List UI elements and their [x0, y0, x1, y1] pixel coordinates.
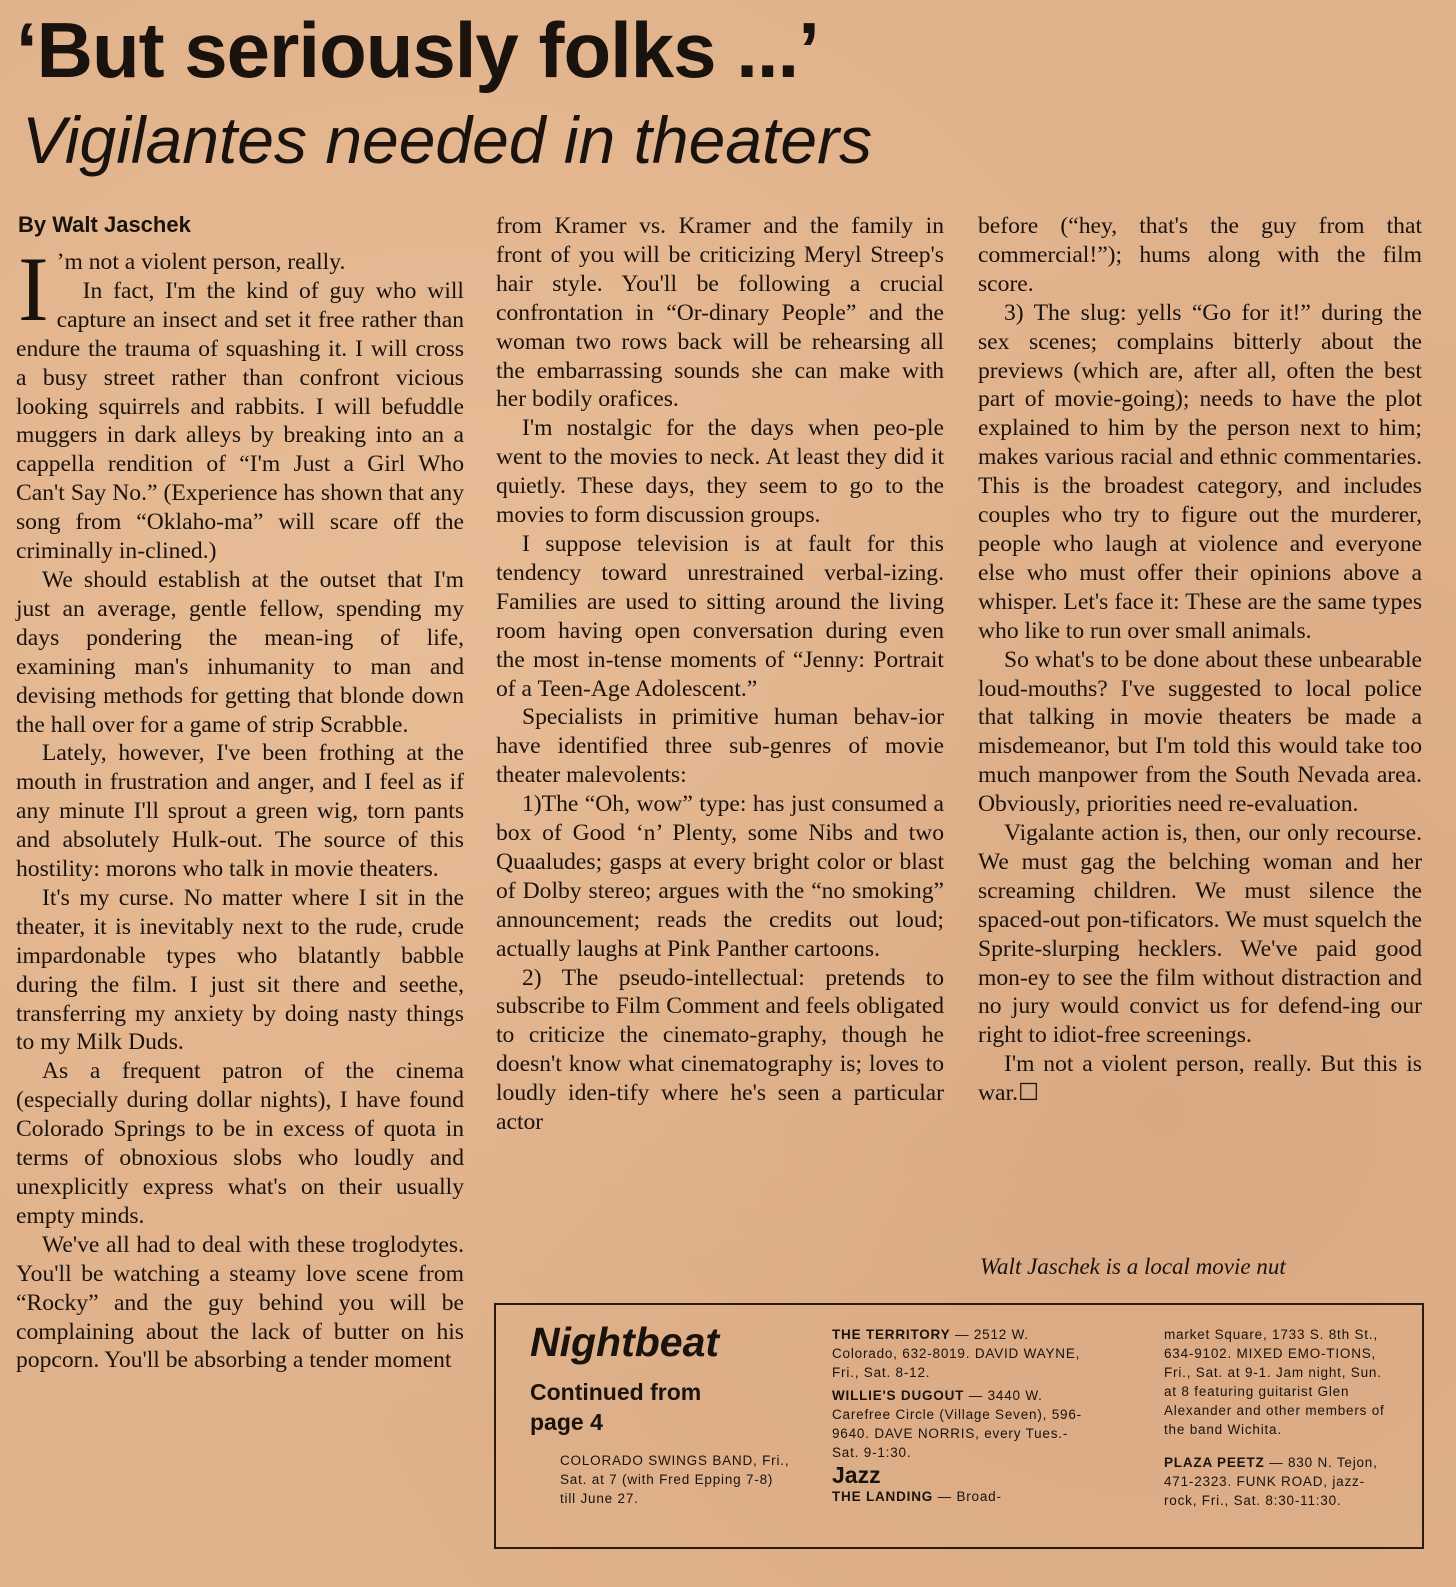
- byline: By Walt Jaschek: [18, 212, 191, 237]
- nightbeat-title: Nightbeat: [530, 1319, 720, 1365]
- continued-from: Continued from page 4: [530, 1379, 702, 1435]
- paragraph: It's my curse. No matter where I sit in the theater, it is inevitably next to the rude, crude impardonable types who blatantly babble during the film. I just sit there and seethe, transferring my anxiety by doing nasty things to my Milk Duds.: [16, 884, 464, 1056]
- paragraph: Lately, however, I've been frothing at the mouth in frustration and anger, and I feel as if any minute I'll sprout a green wig, torn pants and absolutely Hulk-out. The source of this hostility: morons who talk in movie theaters.: [16, 740, 464, 883]
- paragraph: We should establish at the outset that I'm just an average, gentle fellow, spending my days pondering the mean-ing of life, examining man's inhumanity to man and devising methods for getting that blonde down the hall over for a game of strip Scrabble.: [16, 566, 464, 738]
- nightbeat-box: [494, 1303, 1424, 1549]
- jazz-heading: Jazz: [832, 1462, 881, 1488]
- author-note: Walt Jaschek is a local movie nut: [980, 1254, 1286, 1279]
- listing-landing: THE LANDING — Broad-: [832, 1489, 1002, 1504]
- paragraph: from Kramer vs. Kramer and the family in front of you will be criticizing Meryl Streep's hair style. You'll be following a crucial confrontation in “Or-dinary People” and the woman two rows back will be rehearsing all the embarrassing sounds she can make with her bodily orafices.: [496, 213, 944, 413]
- paragraph: 2) The pseudo-intellectual: pretends to subscribe to Film Comment and feels obligated to criticize the cinemato-graphy, though he doesn't know what cinematography is; loves to loudly iden-tify where he's seen a particular actor: [496, 964, 944, 1136]
- paragraph: As a frequent patron of the cinema (especially during dollar nights), I have found Colorado Springs to be in excess of quota in terms of obnoxious slobs who loudly and unexplicitly express what's on their usually empty minds.: [16, 1058, 464, 1229]
- drop-cap: I: [18, 238, 49, 340]
- listing-territory: THE TERRITORY — 2512 W. Colorado, 632-8019. DAVID WAYNE, Fri., Sat. 8-12.: [832, 1327, 1081, 1380]
- paragraph: I'm not a violent person, really. But this is war.☐: [978, 1051, 1422, 1107]
- listings-column-3: [1164, 1325, 1394, 1514]
- bleed-through-text: [1036, 0, 1456, 200]
- paragraph: I'm nostalgic for the days when peo-ple went to the movies to neck. At least they did it quietly. These days, they seem to go to the movies to form discussion groups.: [496, 415, 944, 529]
- headline: ‘But seriously folks ...’: [16, 6, 819, 94]
- paragraph: Vigalante action is, then, our only recourse. We must gag the belching woman and her screaming children. We must silence the spaced-out pon-tificators. We must squelch the Sprite-slurping hecklers. We've paid good mon-ey to see the film without distraction and no jury would convict us for defend-ing our right to idiot-free screenings.: [978, 820, 1422, 1049]
- paragraph: 1)The “Oh, wow” type: has just consumed a box of Good ‘n’ Plenty, some Nibs and two Quaaludes; gasps at every bright color or blast of Dolby stereo; argues with the “no smoking” announcement; reads the credits out loud; actually laughs at Pink Panther cartoons.: [496, 791, 944, 962]
- paragraph: We've all had to deal with these troglodytes. You'll be watching a steamy love scene from “Rocky” and the guy behind you will be complaining about the lack of butter on his popcorn. You'll be absorbing a tender moment: [16, 1231, 464, 1374]
- listing-landing-continued: market Square, 1733 S. 8th St., 634-9102. MIXED EMO-TIONS, Fri., Sat. at 9-1. Jam night, Sun. at 8 featuring guitarist Glen Alexander and other members of the band Wichita.: [1164, 1327, 1385, 1437]
- listing-willies-dugout: WILLIE'S DUGOUT — 3440 W. Carefree Circle (Village Seven), 596-9640. DAVE NORRIS, every Tues.-Sat. 9-1:30.: [832, 1388, 1082, 1460]
- column-1: [16, 238, 464, 1375]
- listing-plaza-peetz: PLAZA PEETZ — 830 N. Tejon, 471-2323. FUNK ROAD, jazz-rock, Fri., Sat. 8:30-11:30.: [1164, 1455, 1378, 1508]
- subhead: Vigilantes needed in theaters: [22, 103, 873, 177]
- paragraph: before (“hey, that's the guy from that commercial!”); hums along with the film score.: [978, 213, 1422, 297]
- listing-colorado-swings: COLORADO SWINGS BAND, Fri., Sat. at 7 (with Fred Epping 7-8) till June 27.: [560, 1453, 790, 1506]
- paragraph: 3) The slug: yells “Go for it!” during the sex scenes; complains bitterly about the previews (which are, after all, often the best part of movie-going); needs to have the plot explained to him by the person next to him; makes various racial and ethnic commentaries. This is the broadest category, and includes couples who try to figure out the murderer, people who laugh at violence and everyone else who must offer their opinions above a whisper. Let's face it: These are the same types who like to run over small animals.: [978, 299, 1422, 644]
- paragraph: So what's to be done about these unbearable loud-mouths? I've suggested to local police that talking in movie theaters be made a misdemeanor, but I'm told this would take too much manpower from the South Nevada area. Obviously, priorities need re-evaluation.: [978, 646, 1422, 818]
- listings-column-2: [832, 1325, 1094, 1510]
- paragraph: I suppose television is at fault for this tendency toward unrestrained verbal-izing. Families are used to sitting around the living room having open conversation during even the most in-tense moments of “Jenny: Portrait of a Teen-Age Adolescent.”: [496, 530, 944, 702]
- paragraph: In fact, I'm the kind of guy who will capture an insect and set it free rather than endure the trauma of squashing it. I will cross a busy street rather than confront vicious looking squirrels and rabbits. I will befuddle muggers in dark alleys by breaking into an a cappella rendition of “I'm Just a Girl Who Can't Say No.” (Experience has shown that any song from “Oklaho-ma” will scare off the criminally in-clined.): [16, 277, 464, 565]
- column-2: [496, 212, 944, 1137]
- paragraph: I ’m not a violent person, really.: [18, 238, 346, 340]
- paragraph: Specialists in primitive human behav-ior have identified three sub-genres of movie theater malevolents:: [496, 704, 944, 789]
- column-3: [978, 212, 1422, 1108]
